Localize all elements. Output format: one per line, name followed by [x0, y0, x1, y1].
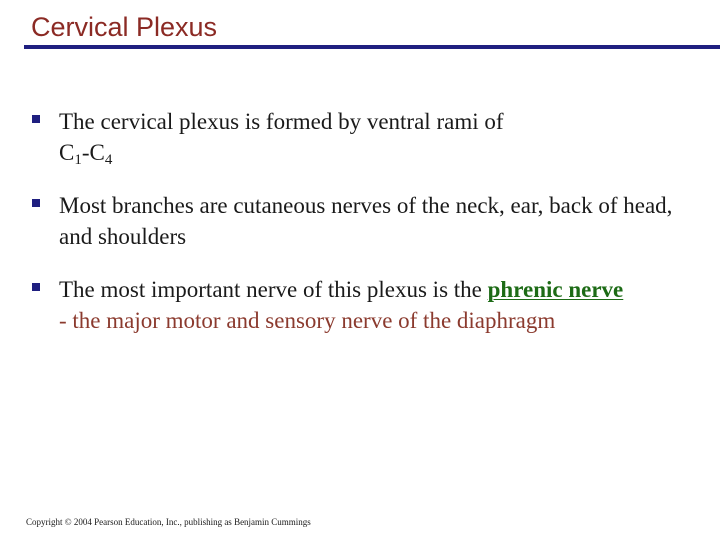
c-label: C	[59, 140, 75, 165]
bullet-item-phrenic	[30, 274, 710, 336]
c-label-range: -C	[81, 140, 105, 165]
bullet-item-formation	[30, 106, 710, 168]
bullet-text: The cervical plexus is formed by ventral rami of	[59, 109, 504, 134]
copyright-notice: Copyright © 2004 Pearson Education, Inc., publishing as Benjamin Cummings	[26, 517, 311, 527]
phrenic-nerve-term: phrenic nerve	[487, 277, 624, 302]
bullet-list	[30, 106, 710, 358]
bullet-item-branches	[30, 190, 710, 252]
square-bullet-icon	[32, 199, 40, 207]
bullet-text: The most important nerve of this plexus is the	[59, 277, 488, 302]
c-subscript-end: 4	[104, 152, 113, 168]
square-bullet-icon	[32, 115, 40, 123]
bullet-text: Most branches are cutaneous nerves of the neck, ear, back of head, and shoulders	[59, 193, 673, 249]
c-subscript-start: 1	[74, 152, 82, 168]
slide-title: Cervical Plexus	[31, 12, 218, 42]
square-bullet-icon	[32, 283, 40, 291]
title-divider	[24, 45, 720, 49]
phrenic-nerve-definition: - the major motor and sensory nerve of the diaphragm	[59, 308, 556, 333]
